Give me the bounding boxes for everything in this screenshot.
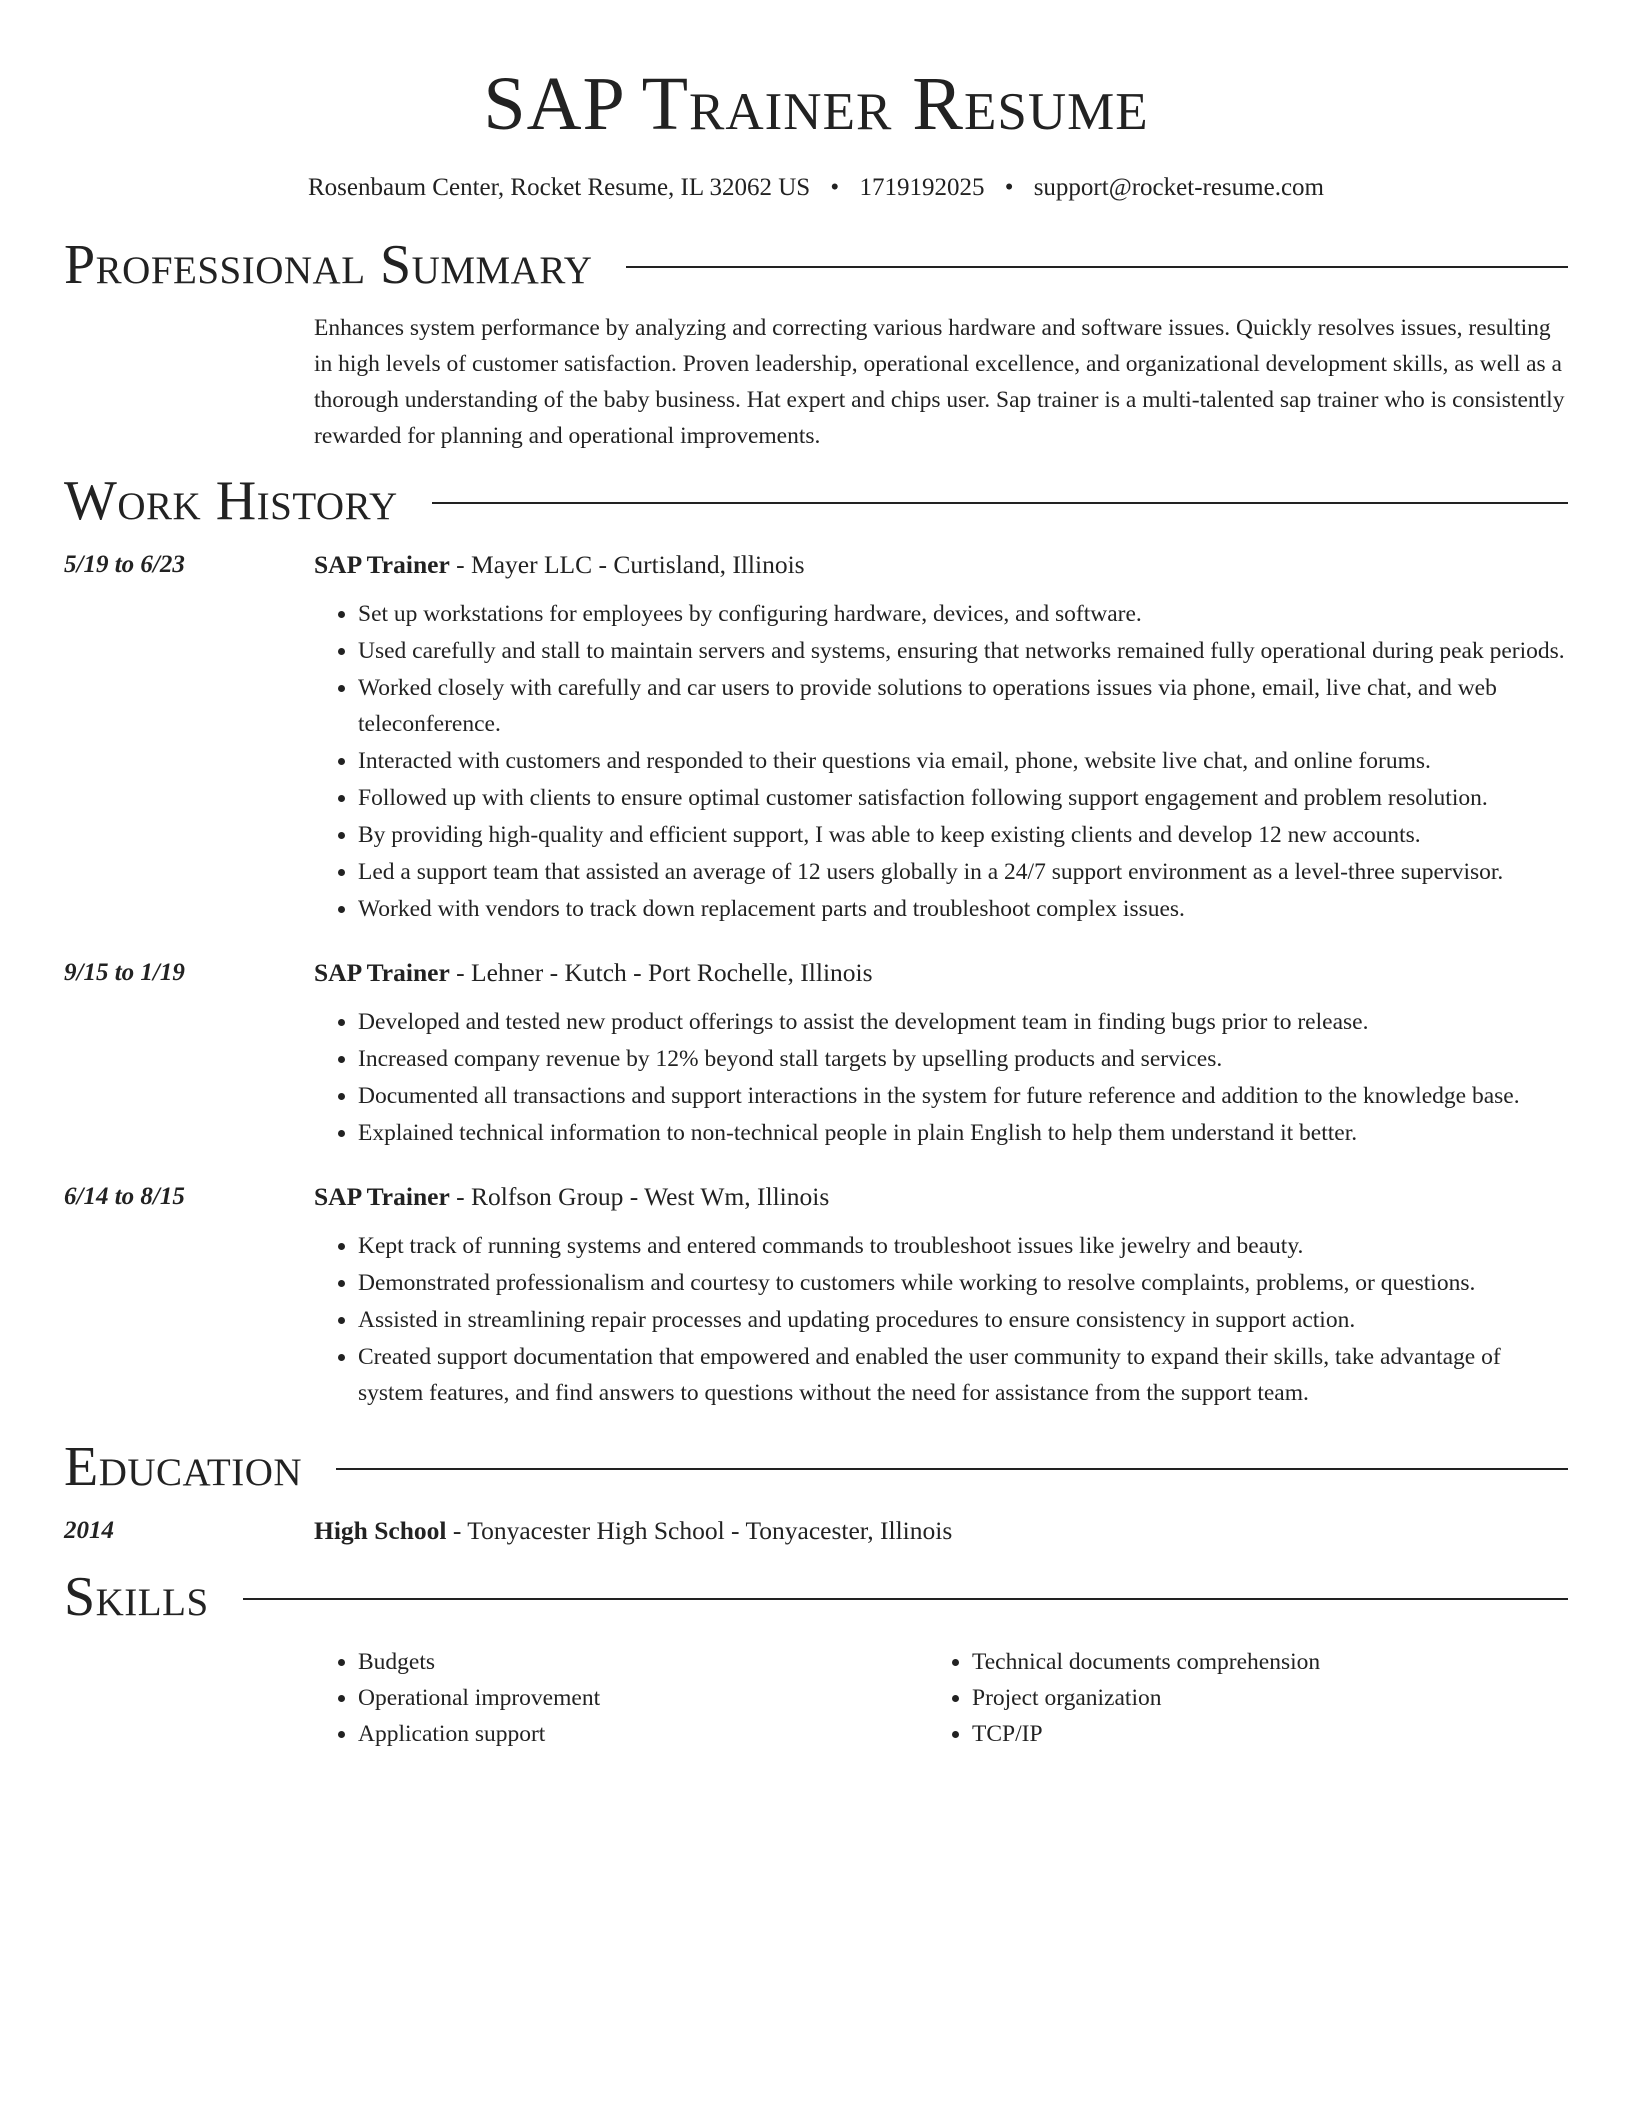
work-history-list	[64, 546, 1568, 1412]
skill-item: • Budgets	[358, 1644, 928, 1680]
job-bullet: • Followed up with clients to ensure optimal customer satisfaction following support engagement and problem resolution.	[358, 780, 1568, 816]
job-details	[314, 1178, 1568, 1412]
job-bullet: • By providing high-quality and efficient support, I was able to keep existing clients and develop 12 new accounts.	[358, 817, 1568, 853]
job-bullet: • Kept track of running systems and entered commands to troubleshoot issues like jewelry and beauty.	[358, 1228, 1568, 1264]
skills-column-right	[928, 1644, 1542, 1752]
contact-separator: •	[1004, 174, 1014, 201]
skill-item: • Technical documents comprehension	[972, 1644, 1542, 1680]
job-bullet: • Used carefully and stall to maintain servers and systems, ensuring that networks remained fully operational during peak periods.	[358, 633, 1568, 669]
job-bullet: • Worked closely with carefully and car users to provide solutions to operations issues via phone, email, live chat, and web teleconference.	[358, 670, 1568, 742]
job-bullets	[314, 1004, 1568, 1151]
resume-title: SAP Trainer Resume	[483, 62, 1149, 146]
education-heading: Education	[64, 1436, 303, 1498]
section-divider	[336, 1468, 1568, 1470]
job-title: SAP Trainer	[314, 550, 450, 579]
skills-list	[314, 1644, 1568, 1752]
job-bullet: • Worked with vendors to track down replacement parts and troubleshoot complex issues.	[358, 891, 1568, 927]
skill-item: • Project organization	[972, 1680, 1542, 1716]
job-entry	[64, 546, 1568, 928]
job-heading	[314, 1178, 1568, 1216]
job-bullet: • Interacted with customers and responded to their questions via email, phone, website live chat, and online forums.	[358, 743, 1568, 779]
job-details	[314, 546, 1568, 928]
job-employer: - Mayer LLC - Curtisland, Illinois	[449, 550, 805, 579]
job-bullet: • Demonstrated professionalism and courtesy to customers while working to resolve complaints, problems, or questions.	[358, 1265, 1568, 1301]
section-divider	[626, 266, 1568, 268]
section-divider	[243, 1598, 1568, 1600]
job-bullet: • Developed and tested new product offerings to assist the development team in finding bugs prior to release.	[358, 1004, 1568, 1040]
contact-email: support@rocket-resume.com	[1033, 174, 1324, 201]
skill-item: • TCP/IP	[972, 1716, 1542, 1752]
contact-separator: •	[830, 174, 840, 201]
contact-address: Rosenbaum Center, Rocket Resume, IL 32062 US	[308, 174, 811, 201]
contact-phone: 1719192025	[859, 174, 985, 201]
job-bullet: • Documented all transactions and support interactions in the system for future reference and addition to the knowledge base.	[358, 1078, 1568, 1114]
skills-heading: Skills	[64, 1566, 209, 1628]
education-degree: High School	[314, 1516, 447, 1545]
education-school: - Tonyacester High School - Tonyacester, Illinois	[446, 1516, 953, 1545]
skills-section-header	[64, 1564, 1568, 1630]
summary-text: Enhances system performance by analyzing and correcting various hardware and software issues. Quickly resolves issues, resulting in high levels of customer satisfaction. Proven leadership, operational excellence, and organizational development skills, as well as a thorough understanding of the baby business. Hat expert and chips user. Sap trainer is a multi-talented sap trainer who is consistently rewarded for planning and operational improvements.	[314, 315, 1565, 449]
job-bullets	[314, 1228, 1568, 1411]
education-details	[314, 1512, 952, 1550]
contact-line	[64, 172, 1568, 204]
job-entry	[64, 1178, 1568, 1412]
education-section-header	[64, 1434, 1568, 1500]
job-dates: 6/14 to 8/15	[64, 1183, 185, 1210]
summary-heading: Professional Summary	[64, 234, 593, 296]
job-employer: - Rolfson Group - West Wm, Illinois	[449, 1182, 830, 1211]
education-year: 2014	[64, 1517, 114, 1544]
job-title: SAP Trainer	[314, 1182, 450, 1211]
job-details	[314, 954, 1568, 1152]
job-bullet: • Increased company revenue by 12% beyond stall targets by upselling products and services.	[358, 1041, 1568, 1077]
skills-column-left	[314, 1644, 928, 1752]
job-bullets	[314, 596, 1568, 927]
job-bullet: • Set up workstations for employees by configuring hardware, devices, and software.	[358, 596, 1568, 632]
job-entry	[64, 954, 1568, 1152]
work-section-header	[64, 468, 1568, 534]
job-heading	[314, 954, 1568, 992]
job-heading	[314, 546, 1568, 584]
job-bullet: • Explained technical information to non-technical people in plain English to help them understand it better.	[358, 1115, 1568, 1151]
work-heading: Work History	[64, 470, 398, 532]
job-title: SAP Trainer	[314, 958, 450, 987]
job-bullet: • Led a support team that assisted an average of 12 users globally in a 24/7 support environment as a level-three supervisor.	[358, 854, 1568, 890]
section-divider	[432, 502, 1568, 504]
skill-item: • Operational improvement	[358, 1680, 928, 1716]
job-bullet: • Assisted in streamlining repair processes and updating procedures to ensure consistency in support action.	[358, 1302, 1568, 1338]
summary-section-header	[64, 232, 1568, 298]
job-bullet: • Created support documentation that empowered and enabled the user community to expand their skills, take advantage of system features, and find answers to questions without the need for assistance from the support team.	[358, 1339, 1568, 1411]
education-entry	[64, 1512, 1568, 1550]
skill-item: • Application support	[358, 1716, 928, 1752]
job-dates: 5/19 to 6/23	[64, 551, 185, 578]
job-employer: - Lehner - Kutch - Port Rochelle, Illinois	[449, 958, 873, 987]
job-dates: 9/15 to 1/19	[64, 959, 185, 986]
